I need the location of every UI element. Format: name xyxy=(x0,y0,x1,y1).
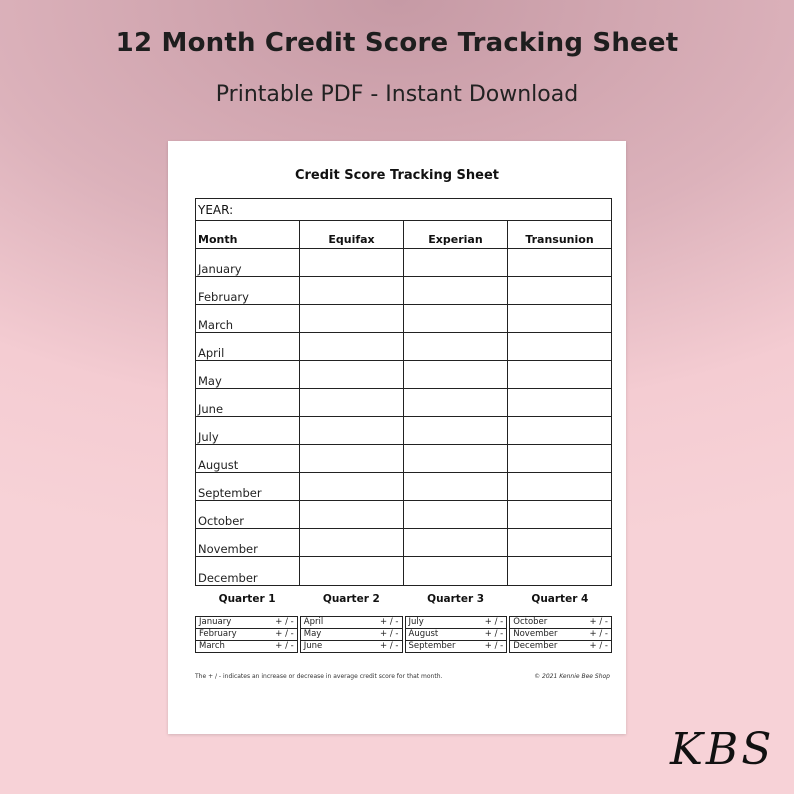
equifax-score-cell xyxy=(300,277,404,304)
equifax-score-cell xyxy=(300,249,404,276)
quarter-month: September xyxy=(408,641,456,651)
quarter-row xyxy=(406,629,507,641)
quarter-row xyxy=(406,641,507,652)
plus-minus-marker: + / - xyxy=(484,641,504,651)
experian-score-cell xyxy=(404,389,508,416)
quarter-table xyxy=(300,616,403,653)
transunion-score-cell xyxy=(508,361,611,388)
table-header-row xyxy=(196,221,611,249)
quarter-header: Quarter 4 xyxy=(531,593,589,605)
month-label: August xyxy=(196,445,300,472)
experian-score-cell xyxy=(404,501,508,528)
experian-score-cell xyxy=(404,361,508,388)
transunion-score-cell xyxy=(508,473,611,500)
column-header-transunion: Transunion xyxy=(525,233,594,246)
table-row xyxy=(196,389,611,417)
table-row xyxy=(196,249,611,277)
transunion-score-cell xyxy=(508,389,611,416)
month-label: May xyxy=(196,361,300,388)
tracking-table xyxy=(195,198,612,586)
table-row xyxy=(196,445,611,473)
month-label: September xyxy=(196,473,300,500)
table-row xyxy=(196,361,611,389)
quarter-header: Quarter 2 xyxy=(322,593,380,605)
promo-title: 12 Month Credit Score Tracking Sheet xyxy=(115,28,679,58)
quarter-month: July xyxy=(408,617,424,627)
year-row xyxy=(196,199,611,221)
quarter-month: October xyxy=(513,617,548,627)
quarter-month: May xyxy=(303,629,322,639)
quarter-month: April xyxy=(303,617,324,627)
tracking-sheet-page xyxy=(168,141,626,734)
plus-minus-marker: + / - xyxy=(275,641,294,651)
quarter-month: August xyxy=(408,629,439,639)
month-label: July xyxy=(196,417,300,444)
transunion-score-cell xyxy=(508,249,611,276)
year-label: YEAR: xyxy=(198,203,234,217)
quarter-row xyxy=(406,617,507,629)
table-row xyxy=(196,529,611,557)
equifax-score-cell xyxy=(300,333,404,360)
quarter-row xyxy=(301,629,402,641)
transunion-score-cell xyxy=(508,529,611,556)
quarter-month: February xyxy=(199,629,237,639)
plus-minus-marker: + / - xyxy=(275,629,294,639)
column-header-equifax: Equifax xyxy=(300,221,404,248)
transunion-score-cell xyxy=(508,305,611,332)
transunion-score-cell xyxy=(508,445,611,472)
column-header-experian: Experian xyxy=(404,221,508,248)
month-label: June xyxy=(196,389,300,416)
experian-score-cell xyxy=(404,417,508,444)
month-label: October xyxy=(196,501,300,528)
month-label: January xyxy=(196,249,300,276)
table-row xyxy=(196,501,611,529)
equifax-score-cell xyxy=(300,557,404,585)
table-row xyxy=(196,557,611,585)
quarter-row xyxy=(301,641,402,652)
plus-minus-marker: + / - xyxy=(380,641,399,651)
quarter-row xyxy=(196,641,297,652)
month-label: February xyxy=(196,277,300,304)
quarter-row xyxy=(510,629,611,641)
quarter-table xyxy=(509,616,612,653)
table-row xyxy=(196,277,611,305)
table-row xyxy=(196,305,611,333)
quarter-month: January xyxy=(199,617,232,627)
plus-minus-marker: + / - xyxy=(484,629,504,639)
equifax-score-cell xyxy=(300,389,404,416)
quarter-header: Quarter 1 xyxy=(218,593,276,605)
quarter-row xyxy=(301,617,402,629)
plus-minus-marker: + / - xyxy=(484,617,504,627)
quarter-row xyxy=(196,629,297,641)
promo-subtitle: Printable PDF - Instant Download xyxy=(215,82,579,107)
transunion-score-cell xyxy=(508,333,611,360)
quarter-month: December xyxy=(513,641,558,651)
experian-score-cell xyxy=(404,249,508,276)
transunion-score-cell xyxy=(508,417,611,444)
experian-score-cell xyxy=(404,445,508,472)
experian-score-cell xyxy=(404,557,508,585)
quarter-month: June xyxy=(303,641,323,651)
quarter-month: November xyxy=(513,629,558,639)
quarter-tables xyxy=(195,616,612,653)
kbs-logo: KBS xyxy=(670,724,775,775)
experian-score-cell xyxy=(404,305,508,332)
quarter-row xyxy=(196,617,297,629)
copyright: © 2021 Kennie Bee Shop xyxy=(534,673,610,680)
quarter-table xyxy=(405,616,508,653)
quarter-row xyxy=(510,617,611,629)
table-row xyxy=(196,417,611,445)
equifax-score-cell xyxy=(300,305,404,332)
quarter-row xyxy=(510,641,611,652)
plus-minus-marker: + / - xyxy=(589,641,608,651)
month-label: April xyxy=(196,333,300,360)
footnote: The + / - indicates an increase or decrease in average credit score for that month. xyxy=(195,673,443,680)
transunion-score-cell xyxy=(508,501,611,528)
experian-score-cell xyxy=(404,529,508,556)
quarter-header: Quarter 3 xyxy=(427,593,485,605)
equifax-score-cell xyxy=(300,361,404,388)
equifax-score-cell xyxy=(300,473,404,500)
transunion-score-cell xyxy=(508,557,611,585)
quarter-month: March xyxy=(199,641,225,651)
plus-minus-marker: + / - xyxy=(589,617,608,627)
transunion-score-cell xyxy=(508,277,611,304)
plus-minus-marker: + / - xyxy=(380,617,399,627)
month-label: March xyxy=(196,305,300,332)
quarter-headers xyxy=(195,593,612,605)
equifax-score-cell xyxy=(300,417,404,444)
plus-minus-marker: + / - xyxy=(589,629,608,639)
experian-score-cell xyxy=(404,333,508,360)
experian-score-cell xyxy=(404,277,508,304)
month-label: December xyxy=(196,557,300,585)
table-row xyxy=(196,473,611,501)
experian-score-cell xyxy=(404,473,508,500)
equifax-score-cell xyxy=(300,529,404,556)
equifax-score-cell xyxy=(300,445,404,472)
plus-minus-marker: + / - xyxy=(275,617,294,627)
plus-minus-marker: + / - xyxy=(380,629,399,639)
quarter-table xyxy=(195,616,298,653)
column-header-month: Month xyxy=(196,221,300,248)
month-label: November xyxy=(196,529,300,556)
sheet-title: Credit Score Tracking Sheet xyxy=(294,168,499,183)
table-row xyxy=(196,333,611,361)
equifax-score-cell xyxy=(300,501,404,528)
